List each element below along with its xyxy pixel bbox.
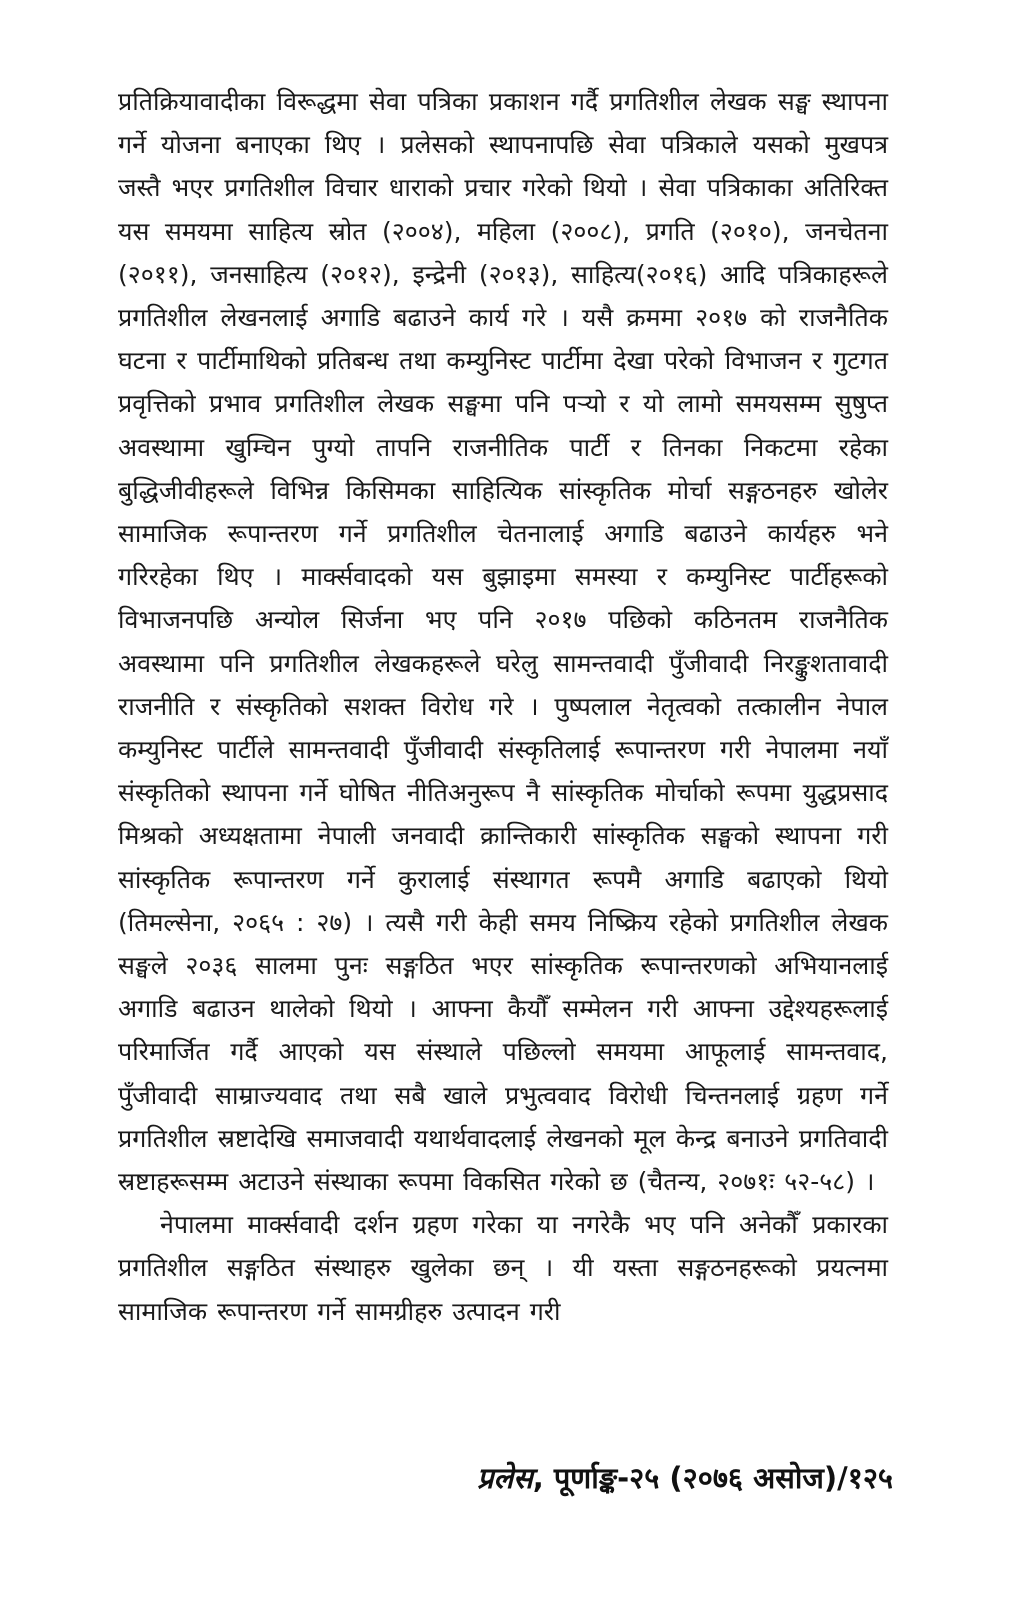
body-paragraph-2: नेपालमा मार्क्सवादी दर्शन ग्रहण गरेका या नगरेकै भए पनि अनेकौँ प्रकारका प्रगतिशील सङ्गठित संस्थाहरु खुलेका छन् । यी यस्ता सङ्गठनहरूको प्रयत्नमा सामाजिक रूपान्तरण गर्ने सामग्रीहरु उत्पादन गरी xyxy=(118,1210,888,1326)
body-paragraph-1: प्रतिक्रियावादीका विरूद्धमा सेवा पत्रिका प्रकाशन गर्दै प्रगतिशील लेखक सङ्घ स्थापना गर्ने योजना बनाएका थिए । प्रलेसको स्थापनापछि सेवा पत्रिकाले यसको मुखपत्र जस्तै भएर प्रगतिशील विचार धाराको प्रचार गरेको थियो । सेवा पत्रिकाका अतिरिक्त यस समयमा साहित्य स्रोत (२००४), महिला (२००८), प्रगति (२०१०), जनचेतना (२०११), जनसाहित्य (२०१२), इन्द्रेनी (२०१३), साहित्य(२०१६) आदि पत्रिकाहरूले प्रगतिशील लेखनलाई अगाडि बढाउने कार्य गरे । यसै क्रममा २०१७ को राजनैतिक घटना र पार्टीमाथिको प्रतिबन्ध तथा कम्युनिस्ट पार्टीमा देखा परेको विभाजन र गुटगत प्रवृत्तिको प्रभाव प्रगतिशील लेखक सङ्घमा पनि पर्‍यो र यो लामो समयसम्म सुषुप्त अवस्थामा खुम्चिन पुग्यो तापनि राजनीतिक पार्टी र तिनका निकटमा रहेका बुद्धिजीवीहरूले विभिन्न किसिमका साहित्यिक सांस्कृतिक मोर्चा सङ्गठनहरु खोलेर सामाजिक रूपान्तरण गर्ने प्रगतिशील चेतनालाई अगाडि बढाउने कार्यहरु भने गरिरहेका थिए । मार्क्सवादको यस बुझाइमा समस्या र कम्युनिस्ट पार्टीहरूको विभाजनपछि अन्योल सिर्जना भए पनि २०१७ पछिको कठिनतम राजनैतिक अवस्थामा पनि प्रगतिशील लेखकहरूले घरेलु सामन्तवादी पुँजीवादी निरङ्कुशतावादी राजनीति र संस्कृतिको सशक्त विरोध गरे । पुष्पलाल नेतृत्वको तत्कालीन नेपाल कम्युनिस्ट पार्टीले सामन्तवादी पुँजीवादी संस्कृतिलाई रूपान्तरण गरी नेपालमा नयाँ संस्कृतिको स्थापना गर्ने घोषित नीतिअनुरूप नै सांस्कृतिक मोर्चाको रूपमा युद्धप्रसाद मिश्रको अध्यक्षतामा नेपाली जनवादी क्रान्तिकारी सांस्कृतिक सङ्घको स्थापना गरी सांस्कृतिक रूपान्तरण गर्ने कुरालाई संस्थागत रूपमै अगाडि बढाएको थियो (तिमल्सेना, २०६५ : २७) । त्यसै गरी केही समय निष्क्रिय रहेको प्रगतिशील लेखक सङ्घले २०३६ सालमा पुनः सङ्गठित भएर सांस्कृतिक रूपान्तरणको अभियानलाई अगाडि बढाउन थालेको थियो । आफ्ना कैयौँ सम्मेलन गरी आफ्ना उद्देश्यहरूलाई परिमार्जित गर्दै आएको यस संस्थाले पछिल्लो समयमा आफूलाई सामन्तवाद, पुँजीवादी साम्राज्यवाद तथा सबै खाले प्रभुत्ववाद विरोधी चिन्तनलाई ग्रहण गर्ने प्रगतिशील स्रष्टादेखि समाजवादी यथार्थवादलाई लेखनको मूल केन्द्र बनाउने प्रगतिवादी स्रष्टाहरूसम्म अटाउने संस्थाका रूपमा विकसित गरेको छ (चैतन्य, २०७१ः ५२-५८) । xyxy=(118,87,888,1197)
page-number: /१२५ xyxy=(837,1461,893,1495)
journal-name: प्रलेस xyxy=(476,1461,533,1495)
page-body xyxy=(118,80,888,1333)
page-footer xyxy=(477,1458,893,1497)
issue-info: , पूर्णाङ्क-२५ (२०७६ असोज) xyxy=(532,1461,838,1495)
